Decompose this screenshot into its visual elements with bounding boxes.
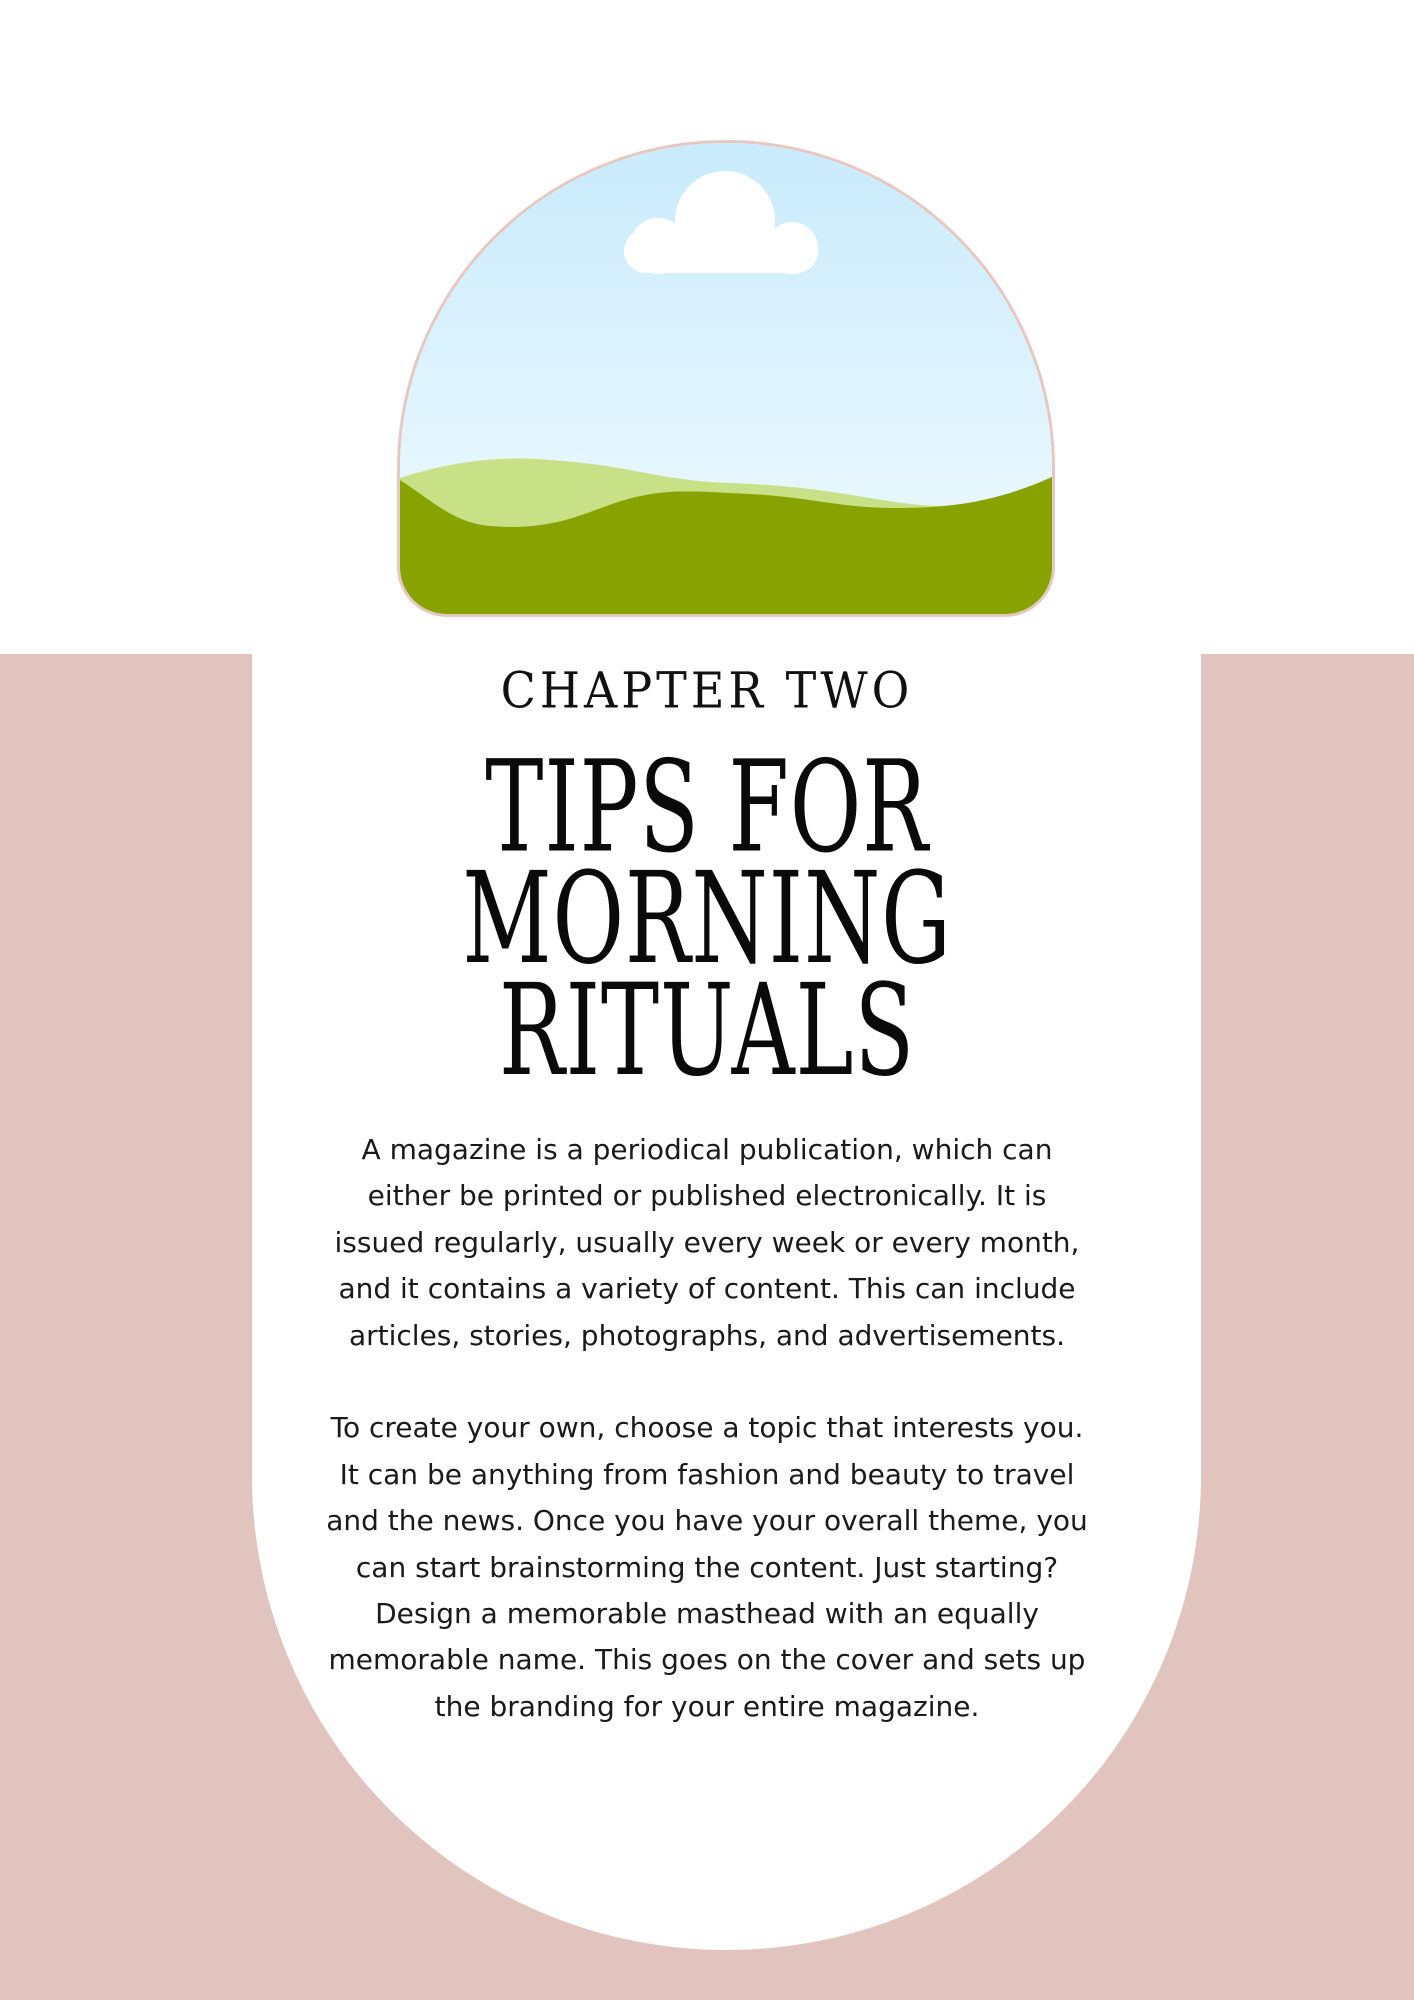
chapter-label: CHAPTER TWO bbox=[500, 660, 914, 720]
body-text bbox=[320, 1127, 1094, 1730]
title-line: TIPS FOR bbox=[485, 733, 929, 881]
title-line: RITUALS bbox=[499, 957, 915, 1105]
landscape-placeholder-icon bbox=[400, 143, 1052, 614]
body-paragraph: To create your own, choose a topic that interests you. It can be anything from fashion and beauty to travel and the news. Once you have your overall theme, you can start brainstorming the content. Just starting? Design a memorable masthead with an equally memorable name. This goes on the cover and sets up the branding for your entire magazine. bbox=[326, 1411, 1088, 1723]
title-line: MORNING bbox=[462, 845, 952, 993]
hero-image-frame bbox=[397, 140, 1055, 617]
page-title bbox=[156, 733, 1259, 1105]
body-paragraph: A magazine is a periodical publication, which can either be printed or published electronically. It is issued regularly, usually every week or every month, and it contains a variety of content. This can include articles, stories, photographs, and advertisements. bbox=[334, 1133, 1080, 1352]
